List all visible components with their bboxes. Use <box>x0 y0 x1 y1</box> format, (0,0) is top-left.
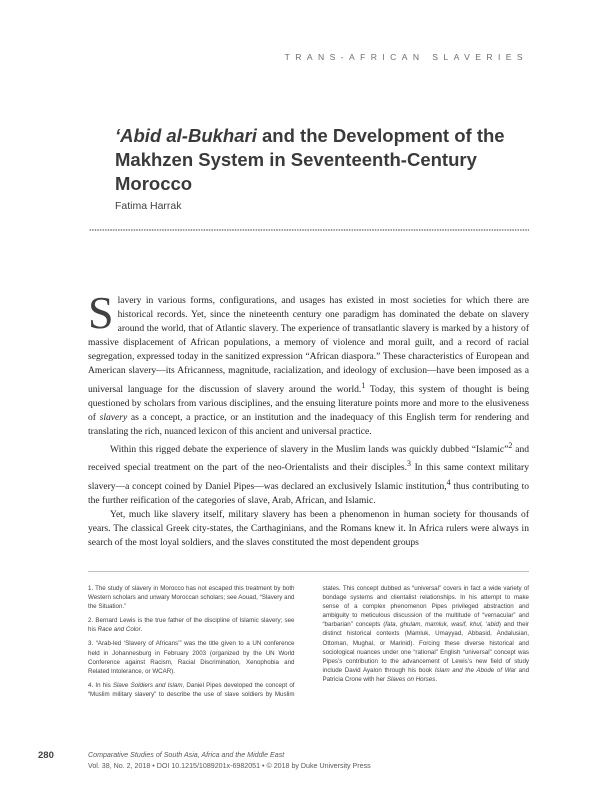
body-text-segment: lavery in various forms, configurations, and usages has existed in most societies for which there are historical records. Yet, since the nineteenth century one paradigm has dominated the debate on slavery around the world, that of Atlantic slavery. The experience of transatlantic slavery is marked by a history of massive displacement of African populations, a memory of violence and moral guilt, and a record of racial segregation, expressed today in the sanitized expression “African diaspora.” These characteristics of European and American slavery—its Africanness, magnitude, racialization, and ideology of exclusion—have been imposed as a universal language for the discussion of slavery around the world. <box>88 295 529 395</box>
footnote-book-title: Islam and the Abode of War <box>434 666 516 674</box>
section-label: TRANS-AFRICAN SLAVERIES <box>284 52 528 62</box>
footnote-book-title: Race and Color <box>97 626 141 634</box>
body-paragraph-3: Yet, much like slavery itself, military slavery has been a phenomenon in human society for thousands of years. The classical Greek city-states, the Carthaginians, and the Romans knew it. In Africa rulers were always in search of the most loyal soldiers, and the slaves constituted the most dependent groups <box>88 509 529 549</box>
footnote-2 <box>88 616 295 634</box>
footnote-ref-1[interactable]: 1 <box>361 380 366 390</box>
article-title-italic: ‘Abid al-Bukhari <box>115 125 257 146</box>
footnotes <box>88 584 529 699</box>
body-paragraph-1 <box>88 287 529 439</box>
dotted-divider <box>89 228 529 232</box>
author-name: Fatima Harrak <box>115 200 182 212</box>
footnote-ref-2[interactable]: 2 <box>508 441 513 451</box>
footnote-terms: fata, ghulam, mamluk, wasif, khul, ‘abid <box>385 621 499 629</box>
page-number: 280 <box>38 750 54 761</box>
footnote-text: , Daniel Pipes developed the concept of “Muslim military slavery” to describe the use of slave soldiers by Muslim states. This concept dubbed as “universal” covers in fact a wide variety of bondage systems and clientalist relationships. In his attempt to make sense of a complex phenomenon Pipes privileged abstraction and ambiguity to meticulous discussion of the multitude of “vernacular” and “barbarian” concepts ( <box>88 585 529 698</box>
footnote-text: . <box>435 675 438 683</box>
footnote-book-title: Slaves on Horses <box>386 675 436 683</box>
journal-volume: Vol. 38, No. 2, 2018 • DOI 10.1215/1089201x-6982051 • © 2018 by Duke University Press <box>88 761 371 770</box>
body-text-segment: Today, this system of thought is being questioned by scholars from various disciplines, and the ensuing literature points more and more to the elusiveness of <box>88 383 529 423</box>
body-paragraph-2 <box>88 439 529 508</box>
article-title <box>115 124 555 196</box>
footnote-text: ) and their distinct historical contexts (Mamluk, Umayyad, Abbasid, Andalusian, Ottoman, Mughal, or Marinid). Forcing these diverse historical and sociological nuances under one “rational” English “universal” concept was Pipes’s contribution to the advancement of Lewis’s new field of study include David Ayalon through his book <box>322 621 529 674</box>
footnote-text: . <box>140 626 143 634</box>
footnote-3: 3. “Arab-led ‘Slavery of Africans’” was the title given to a UN conference held in Johannesburg in February 2003 (organized by the UN World Conference against Racism, Racial Discrimination, Xenophobia and Related Intolerance, or WCAR). <box>88 640 295 675</box>
body-text-segment: and received special treatment on the part of the neo-Orientalists and their disciples. <box>88 444 529 474</box>
footnote-book-title: Slave Soldiers and Islam <box>112 681 183 689</box>
footnote-text: 4. In his <box>88 681 113 689</box>
journal-name: Comparative Studies of South Asia, Africa and the Middle East <box>88 751 285 759</box>
journal-info <box>88 750 371 771</box>
body-text-segment: thus contributing to the further reification of the categories of slave, Arab, African, and Islamic. <box>88 480 529 506</box>
footnote-text: 2. Bernard Lewis is the true father of the discipline of Islamic slavery; see his <box>88 617 295 634</box>
body-text-segment: Within this rigged debate the experience of slavery in the Muslim lands was quickly dubbed “Islamic” <box>110 444 509 456</box>
body-text-segment: as a concept, a practice, or an institution and the inadequacy of this English term for rendering and translating the rich, nuanced lexicon of this ancient and universal practice. <box>88 411 529 438</box>
body-emphasis: slavery <box>99 411 128 423</box>
article-body <box>88 287 529 550</box>
drop-cap: S <box>88 287 114 338</box>
footnote-divider <box>88 571 529 572</box>
footnote-text: and Patricia Crone with her <box>322 666 530 683</box>
footnote-ref-4[interactable]: 4 <box>446 477 451 487</box>
footnote-1: 1. The study of slavery in Morocco has not escaped this treatment by both Western scholars and unwary Moroccan scholars; see Aouad, “Slavery and the Situation.” <box>88 585 295 611</box>
body-text-segment: In this same context military slavery—a concept coined by Daniel Pipes—was declared an exclusively Islamic institution, <box>88 462 529 492</box>
footnote-ref-3[interactable]: 3 <box>406 459 411 469</box>
article-title-rest: and the Development of the Makhzen System in Seventeenth-Century Morocco <box>115 125 505 194</box>
